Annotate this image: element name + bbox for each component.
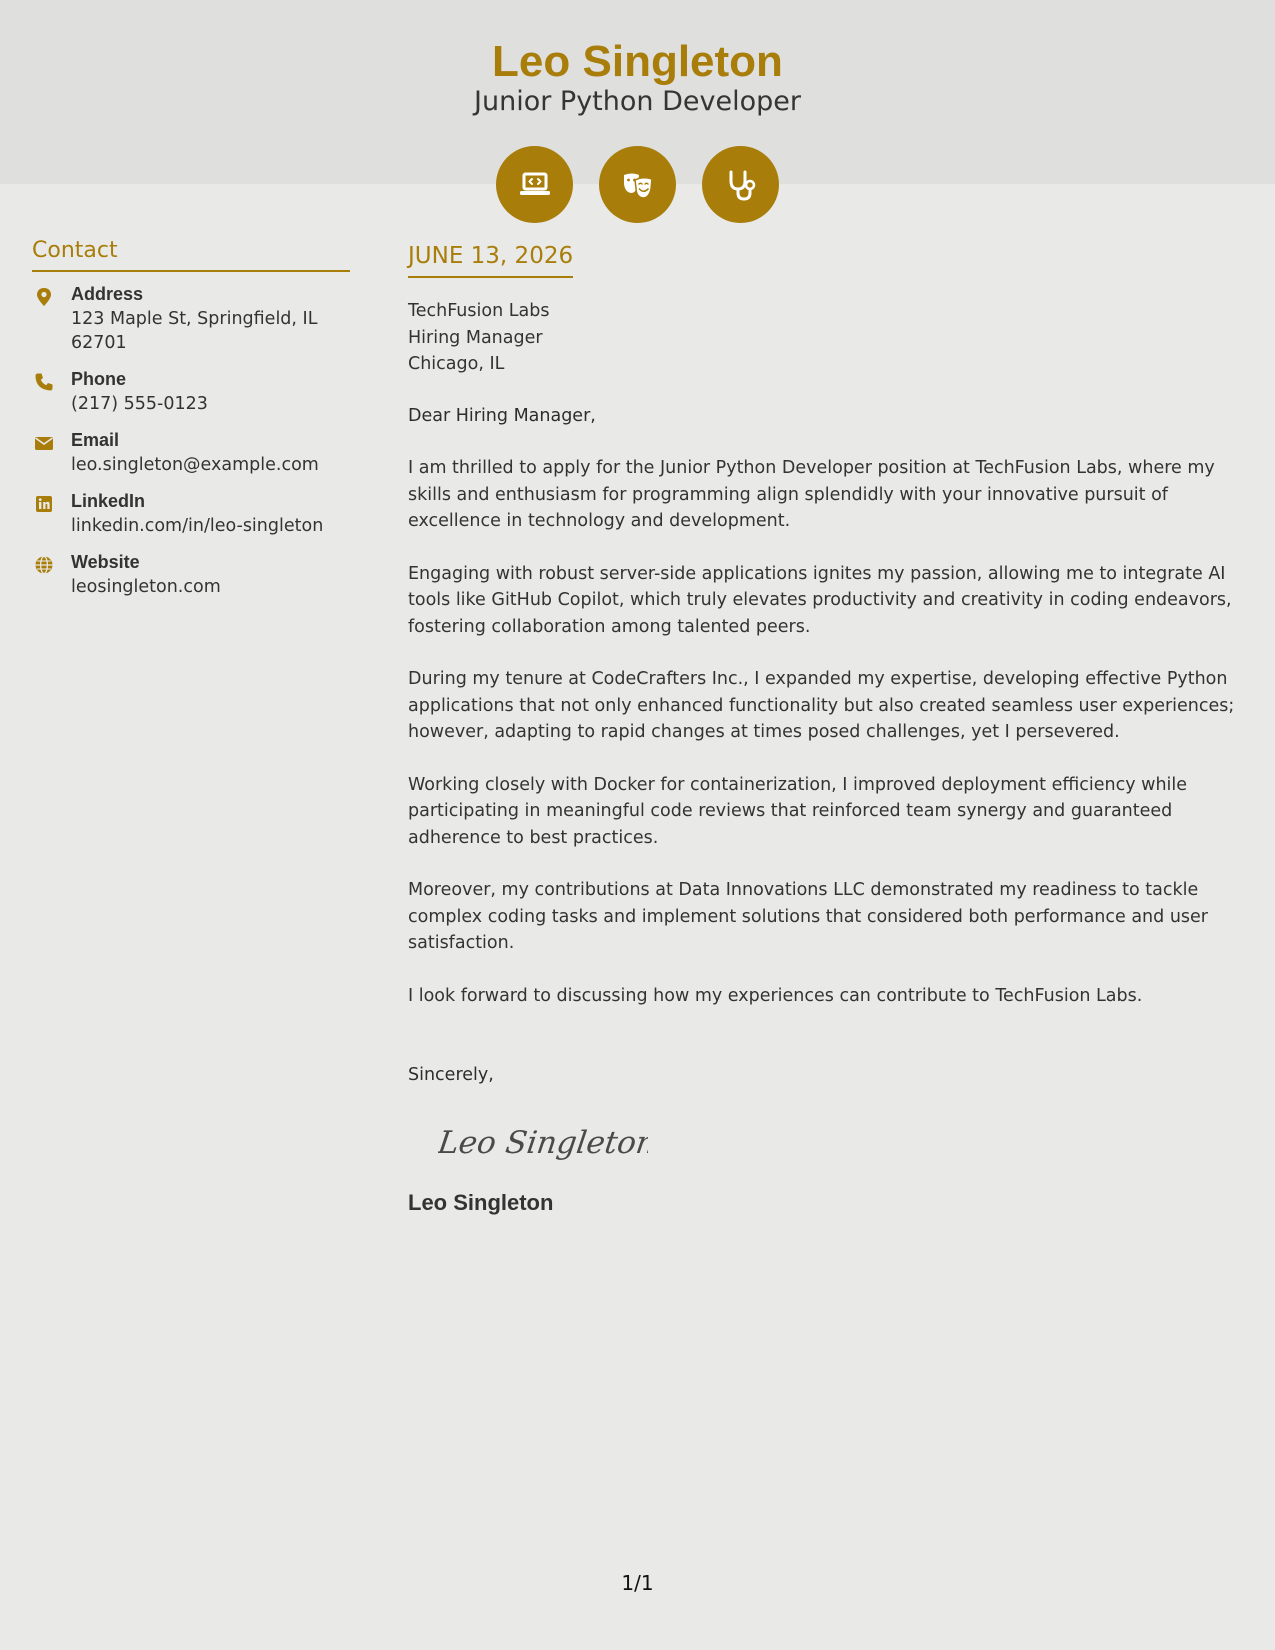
linkedin-value[interactable]: linkedin.com/in/leo-singleton bbox=[71, 516, 324, 536]
page-number: 1/1 bbox=[621, 1571, 654, 1595]
letter-body bbox=[408, 240, 1248, 1217]
contact-sidebar bbox=[32, 236, 350, 611]
laptop-code-icon bbox=[496, 146, 573, 223]
linkedin-label: LinkedIn bbox=[71, 491, 146, 511]
paragraph-5: Moreover, my contributions at Data Innovations LLC demonstrated my readiness to tackle complex coding tasks and implement solutions that considered both performance and user satisfaction. bbox=[408, 880, 1208, 953]
applicant-name: Leo Singleton bbox=[492, 37, 783, 86]
recipient-company: TechFusion Labs bbox=[408, 301, 550, 321]
website-label: Website bbox=[71, 552, 140, 572]
map-pin-icon bbox=[34, 287, 54, 307]
salutation: Dear Hiring Manager, bbox=[408, 405, 596, 426]
recipient-block bbox=[408, 298, 1248, 378]
recipient-title: Hiring Manager bbox=[408, 327, 543, 348]
globe-icon bbox=[34, 555, 54, 575]
address-label: Address bbox=[71, 284, 144, 304]
paragraph-3: During my tenure at CodeCrafters Inc., I expanded my expertise, developing effective Python applications that not only enhanced functionality but also created seamless user experiences; however, adapting to rapid changes at times posed challenges, yet I persevered. bbox=[408, 669, 1235, 742]
handwritten-signature bbox=[438, 1117, 648, 1165]
paragraph-6: I look forward to discussing how my experiences can contribute to TechFusion Labs. bbox=[408, 985, 1143, 1006]
email-value[interactable]: leo.singleton@example.com bbox=[71, 455, 319, 475]
contact-phone bbox=[32, 367, 350, 416]
contact-website bbox=[32, 550, 350, 599]
stethoscope-icon bbox=[702, 146, 779, 223]
interest-icons bbox=[0, 146, 1275, 224]
phone-icon bbox=[34, 372, 54, 392]
contact-linkedin bbox=[32, 489, 350, 538]
address-value: 123 Maple St, Springfield, IL 62701 bbox=[71, 309, 318, 353]
paragraph-2: Engaging with robust server-side applications ignites my passion, allowing me to integrate AI tools like GitHub Copilot, which truly elevates productivity and creativity in coding endeavors, fostering collaboration among talented peers. bbox=[408, 563, 1232, 637]
closing: Sincerely, bbox=[408, 1065, 494, 1085]
theater-masks-icon bbox=[599, 146, 676, 223]
phone-value: (217) 555-0123 bbox=[71, 394, 208, 414]
recipient-location: Chicago, IL bbox=[408, 354, 505, 374]
letter-date: JUNE 13, 2026 bbox=[408, 240, 573, 278]
email-label: Email bbox=[71, 430, 120, 450]
linkedin-icon bbox=[34, 494, 54, 514]
signer-name: Leo Singleton bbox=[408, 1189, 554, 1215]
paragraph-1: I am thrilled to apply for the Junior Python Developer position at TechFusion Labs, where my skills and enthusiasm for programming align splendidly with your innovative pursuit of excellence in technology and development. bbox=[408, 458, 1215, 531]
contact-email bbox=[32, 428, 350, 477]
envelope-icon bbox=[34, 433, 54, 453]
applicant-role: Junior Python Developer bbox=[474, 86, 801, 117]
signature-text: Leo Singleton bbox=[438, 1124, 648, 1161]
contact-heading: Contact bbox=[32, 236, 350, 272]
phone-label: Phone bbox=[71, 369, 127, 389]
website-value[interactable]: leosingleton.com bbox=[71, 577, 221, 597]
contact-address bbox=[32, 282, 350, 355]
paragraph-4: Working closely with Docker for containerization, I improved deployment efficiency while participating in meaningful code reviews that reinforced team synergy and guaranteed adherence to best practices. bbox=[408, 774, 1188, 848]
